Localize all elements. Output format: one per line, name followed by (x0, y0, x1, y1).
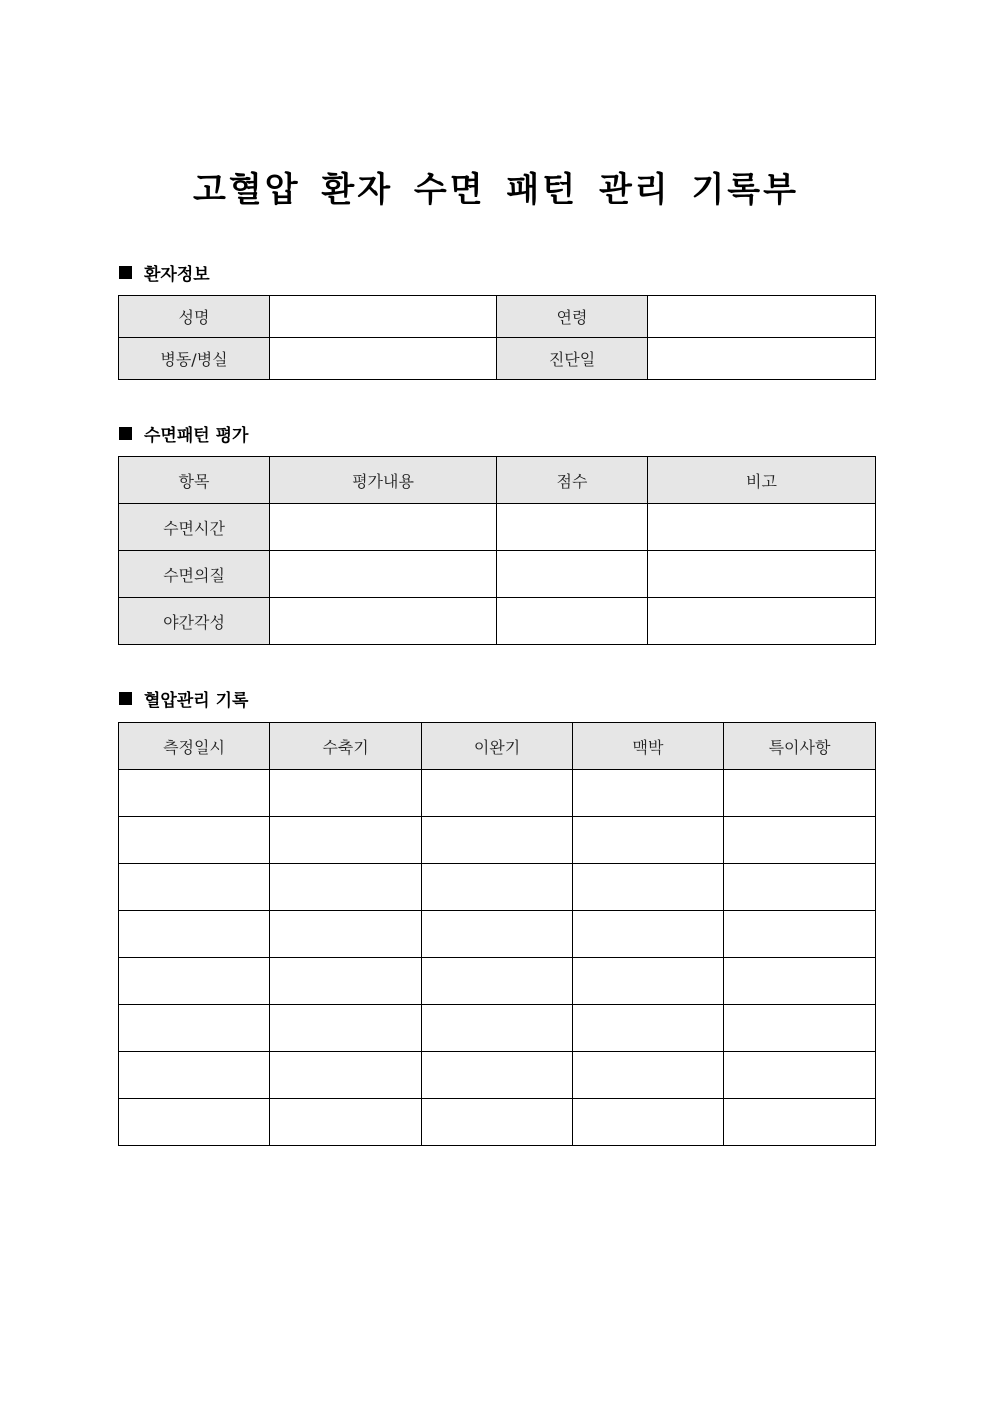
systolic-cell[interactable] (270, 1099, 422, 1146)
remarks-cell[interactable] (724, 958, 876, 1005)
note-field[interactable] (648, 598, 876, 645)
score-field[interactable] (497, 504, 648, 551)
diastolic-cell[interactable] (422, 1052, 573, 1099)
table-header-row (119, 457, 876, 504)
pulse-cell[interactable] (573, 1005, 724, 1052)
square-bullet-icon (119, 266, 132, 279)
score-field[interactable] (497, 551, 648, 598)
note-field[interactable] (648, 504, 876, 551)
label-ward-room: 병동/병실 (119, 338, 270, 380)
systolic-cell[interactable] (270, 770, 422, 817)
table-row (119, 551, 876, 598)
section-heading-text: 수면패턴 평가 (144, 426, 249, 446)
content-field[interactable] (270, 598, 497, 645)
datetime-cell[interactable] (119, 864, 270, 911)
name-field[interactable] (270, 296, 497, 338)
remarks-cell[interactable] (724, 817, 876, 864)
pulse-cell[interactable] (573, 770, 724, 817)
table-row (119, 1099, 876, 1146)
table-row (119, 1052, 876, 1099)
square-bullet-icon (119, 692, 132, 705)
diastolic-cell[interactable] (422, 911, 573, 958)
pulse-cell[interactable] (573, 864, 724, 911)
note-field[interactable] (648, 551, 876, 598)
pulse-cell[interactable] (573, 817, 724, 864)
table-header-row (119, 723, 876, 770)
datetime-cell[interactable] (119, 911, 270, 958)
remarks-cell[interactable] (724, 770, 876, 817)
section-heading-text: 환자정보 (144, 265, 210, 285)
datetime-cell[interactable] (119, 1005, 270, 1052)
datetime-cell[interactable] (119, 958, 270, 1005)
table-row (119, 296, 876, 338)
column-header: 이완기 (422, 723, 573, 770)
row-label: 수면시간 (119, 504, 270, 551)
diagnosis-date-field[interactable] (648, 338, 876, 380)
table-row (119, 770, 876, 817)
table-row (119, 958, 876, 1005)
pulse-cell[interactable] (573, 911, 724, 958)
datetime-cell[interactable] (119, 817, 270, 864)
diastolic-cell[interactable] (422, 770, 573, 817)
diastolic-cell[interactable] (422, 1099, 573, 1146)
section-heading-patient-info (119, 260, 210, 285)
label-age: 연령 (497, 296, 648, 338)
pulse-cell[interactable] (573, 1052, 724, 1099)
pulse-cell[interactable] (573, 958, 724, 1005)
remarks-cell[interactable] (724, 1052, 876, 1099)
pulse-cell[interactable] (573, 1099, 724, 1146)
remarks-cell[interactable] (724, 1099, 876, 1146)
content-field[interactable] (270, 551, 497, 598)
diastolic-cell[interactable] (422, 817, 573, 864)
column-header: 평가내용 (270, 457, 497, 504)
row-label: 야간각성 (119, 598, 270, 645)
column-header: 항목 (119, 457, 270, 504)
table-row (119, 817, 876, 864)
row-label: 수면의질 (119, 551, 270, 598)
section-heading-sleep-eval (119, 421, 248, 446)
remarks-cell[interactable] (724, 864, 876, 911)
ward-room-field[interactable] (270, 338, 497, 380)
diastolic-cell[interactable] (422, 958, 573, 1005)
content-field[interactable] (270, 504, 497, 551)
bp-record-table (118, 722, 876, 1146)
table-row (119, 504, 876, 551)
score-field[interactable] (497, 598, 648, 645)
systolic-cell[interactable] (270, 817, 422, 864)
remarks-cell[interactable] (724, 911, 876, 958)
systolic-cell[interactable] (270, 1005, 422, 1052)
column-header: 점수 (497, 457, 648, 504)
square-bullet-icon (119, 427, 132, 440)
table-row (119, 911, 876, 958)
column-header: 맥박 (573, 723, 724, 770)
label-diagnosis-date: 진단일 (497, 338, 648, 380)
systolic-cell[interactable] (270, 1052, 422, 1099)
column-header: 특이사항 (724, 723, 876, 770)
diastolic-cell[interactable] (422, 864, 573, 911)
column-header: 비고 (648, 457, 876, 504)
patient-info-table (118, 295, 876, 380)
diastolic-cell[interactable] (422, 1005, 573, 1052)
systolic-cell[interactable] (270, 911, 422, 958)
sleep-eval-table (118, 456, 876, 645)
section-heading-text: 혈압관리 기록 (144, 691, 249, 711)
table-row (119, 864, 876, 911)
column-header: 수축기 (270, 723, 422, 770)
section-heading-bp-record (119, 686, 248, 711)
datetime-cell[interactable] (119, 1099, 270, 1146)
table-row (119, 338, 876, 380)
systolic-cell[interactable] (270, 958, 422, 1005)
remarks-cell[interactable] (724, 1005, 876, 1052)
systolic-cell[interactable] (270, 864, 422, 911)
datetime-cell[interactable] (119, 770, 270, 817)
age-field[interactable] (648, 296, 876, 338)
label-name: 성명 (119, 296, 270, 338)
datetime-cell[interactable] (119, 1052, 270, 1099)
table-row (119, 598, 876, 645)
table-row (119, 1005, 876, 1052)
column-header: 측정일시 (119, 723, 270, 770)
document-title: 고혈압 환자 수면 패턴 관리 기록부 (193, 170, 799, 210)
